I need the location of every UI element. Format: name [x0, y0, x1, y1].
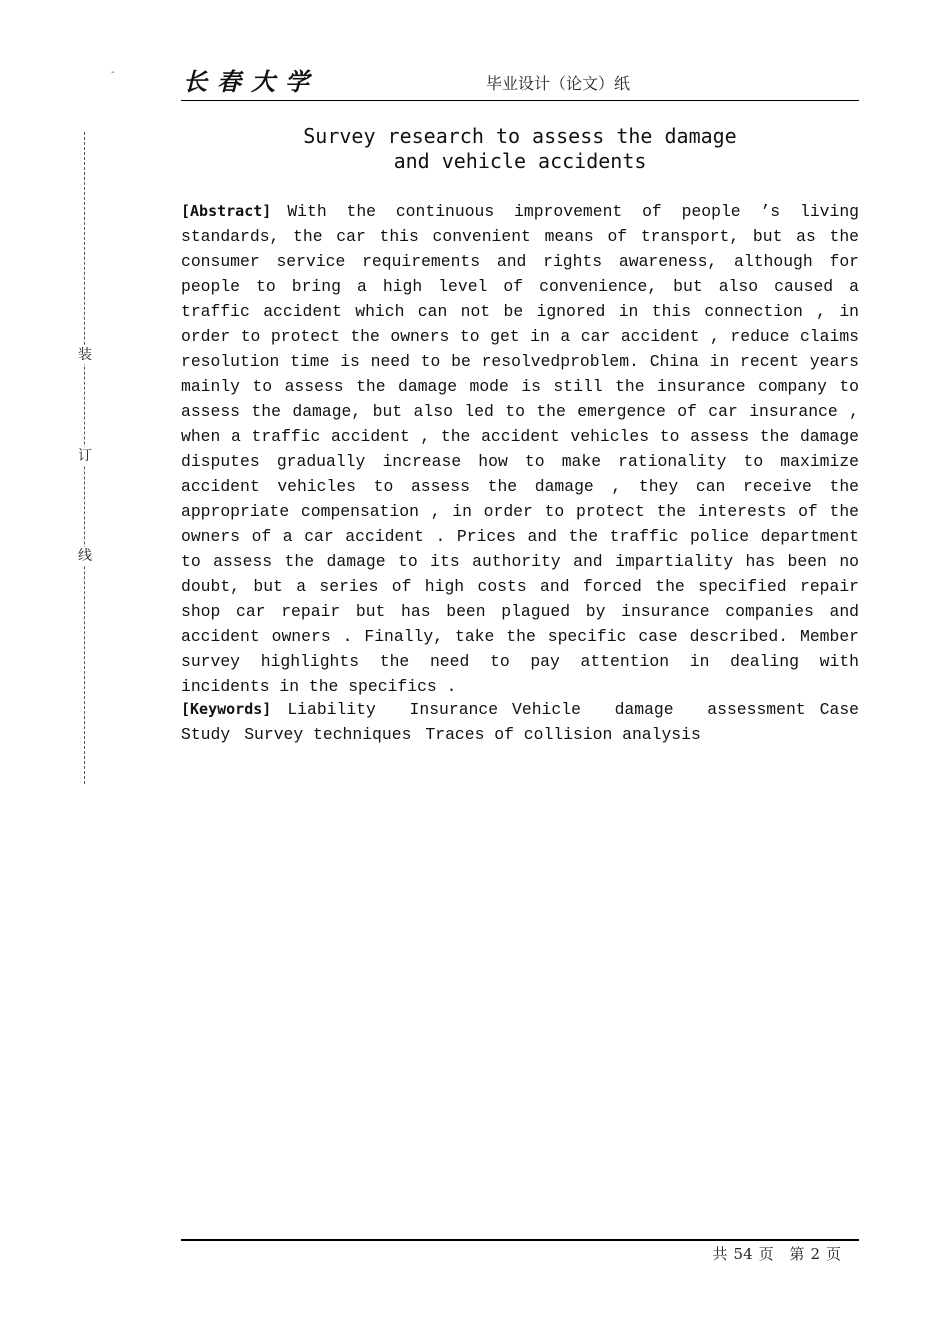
abstract-text: With the continuous improvement of people ’s living standards, the car this convenient means of transport, but as the consumer service requirements and rights awareness, although for people to bring a high level of convenience, but also caused a traffic accident which can not be ignored in this connection , in order to protect the owners to get in a car accident , reduce claims resolution time is need to be resolvedproblem. China in recent years mainly to assess the damage mode is still the insurance company to assess the damage, but also led to the emergence of car insurance , when a traffic accident , the accident vehicles to assess the damage disputes gradually increase how to make rationality to maximize accident vehicles to assess the damage , they can receive the appropriate compensation , in order to protect the interests of the owners of a car accident . Prices and the traffic police department to assess the damage to its authority and impartiality has been no doubt, but a series of high costs and forced the specified repair shop car repair but has been plagued by insurance companies and accident owners . Finally, take the specific case described. Member survey highlights the need to pay attention in dealing with incidents in the specifics . — [181, 202, 859, 696]
keywords-section — [181, 697, 859, 747]
page-header — [181, 66, 859, 101]
keywords-label: [Keywords] — [181, 700, 272, 718]
total-prefix: 共 — [712, 1245, 728, 1263]
binding-char-ding: 订 — [78, 448, 92, 464]
keyword-item: Case Study — [181, 700, 859, 744]
keyword-item: Traces of collision analysis — [425, 725, 701, 744]
paper-type-label: 毕业设计（论文）纸 — [486, 74, 631, 93]
binding-char-zhuang: 装 — [78, 347, 92, 363]
corner-mark: - — [111, 67, 115, 78]
current-prefix: 第 — [789, 1245, 805, 1263]
keyword-item: Vehicle damage assessment — [512, 700, 806, 719]
footer-rule — [181, 1239, 859, 1241]
abstract-section — [181, 199, 859, 699]
total-suffix: 页 — [758, 1245, 774, 1263]
keyword-item: Liability Insurance — [287, 700, 499, 719]
current-suffix: 页 — [825, 1245, 841, 1263]
page-info — [710, 1243, 844, 1265]
title-line-2: and vehicle accidents — [393, 149, 647, 173]
total-pages: 54 — [733, 1245, 753, 1263]
binding-char-xian: 线 — [78, 548, 92, 564]
university-name: 长春大学 — [183, 68, 319, 96]
title-line-1: Survey research to assess the damage — [303, 124, 737, 148]
abstract-label: [Abstract] — [181, 202, 272, 220]
current-page: 2 — [810, 1245, 820, 1263]
keyword-item: Survey techniques — [244, 725, 412, 744]
paper-title — [181, 124, 859, 174]
